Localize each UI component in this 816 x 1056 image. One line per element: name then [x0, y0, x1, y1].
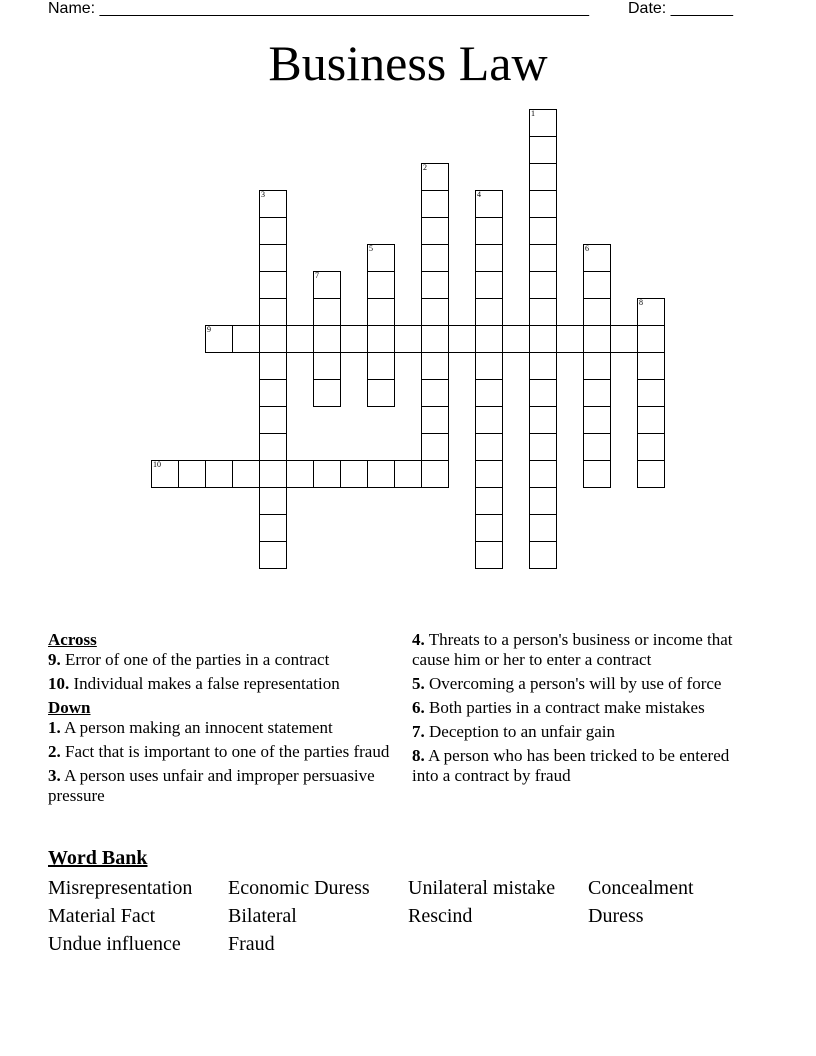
clue-across-9: [48, 650, 393, 670]
word-bank-item: Undue influence: [48, 933, 181, 955]
grid-cell[interactable]: [259, 190, 287, 218]
clue-number: 9.: [48, 650, 61, 669]
grid-cell[interactable]: [421, 217, 449, 245]
grid-cell[interactable]: [583, 379, 611, 407]
grid-cell[interactable]: [583, 460, 611, 488]
clue-down-2: [48, 742, 393, 762]
clue-number-label: 3: [261, 190, 265, 199]
grid-cell[interactable]: [583, 298, 611, 326]
word-bank-item: Unilateral mistake: [408, 877, 556, 899]
grid-cell[interactable]: [151, 460, 179, 488]
clues-left-column: [48, 630, 393, 810]
grid-cell[interactable]: [637, 298, 665, 326]
word-bank-item: Rescind: [408, 905, 473, 927]
grid-cell[interactable]: [313, 325, 341, 353]
clue-across-10: [48, 674, 393, 694]
grid-cell[interactable]: [367, 325, 395, 353]
clue-number-label: 10: [153, 460, 161, 469]
grid-cell[interactable]: [421, 433, 449, 461]
grid-cell[interactable]: [637, 379, 665, 407]
grid-cell[interactable]: [529, 271, 557, 299]
grid-cell[interactable]: [529, 541, 557, 569]
grid-cell[interactable]: [421, 163, 449, 191]
clue-text: A person who has been tricked to be entered into a contract by fraud: [412, 746, 730, 785]
clue-text: Both parties in a contract make mistakes: [429, 698, 705, 717]
name-line[interactable]: Name: _______________________________________________________: [48, 0, 589, 17]
grid-cell[interactable]: [313, 271, 341, 299]
grid-cell[interactable]: [583, 325, 611, 353]
clue-text: A person uses unfair and improper persuasive pressure: [48, 766, 375, 805]
word-bank-item: Misrepresentation: [48, 877, 193, 899]
word-bank-title: Word Bank: [48, 847, 148, 869]
grid-cell[interactable]: [421, 406, 449, 434]
grid-cell[interactable]: [421, 352, 449, 380]
grid-cell[interactable]: [340, 325, 368, 353]
across-heading: Across: [48, 630, 97, 649]
grid-cell[interactable]: [637, 433, 665, 461]
word-bank-item: Economic Duress: [228, 877, 370, 899]
clue-down-3: [48, 766, 393, 806]
page-title: Business Law: [268, 35, 548, 91]
grid-cell[interactable]: [259, 217, 287, 245]
grid-cell[interactable]: [421, 244, 449, 272]
grid-cell[interactable]: [529, 514, 557, 542]
clue-text: Fact that is important to one of the parties fraud: [65, 742, 390, 761]
clue-number: 4.: [412, 630, 425, 649]
grid-cell[interactable]: [529, 460, 557, 488]
word-bank-item: Material Fact: [48, 905, 156, 927]
grid-cell[interactable]: [232, 460, 260, 488]
grid-cell[interactable]: [448, 325, 476, 353]
grid-cell[interactable]: [529, 136, 557, 164]
clue-text: Deception to an unfair gain: [429, 722, 615, 741]
grid-cell[interactable]: [367, 352, 395, 380]
grid-cell[interactable]: [313, 298, 341, 326]
clue-number-label: 6: [585, 244, 589, 253]
grid-cell[interactable]: [421, 190, 449, 218]
clue-number: 10.: [48, 674, 70, 693]
grid-cell[interactable]: [421, 271, 449, 299]
word-bank: [48, 874, 768, 958]
word-bank-item: Duress: [588, 905, 644, 927]
grid-cell[interactable]: [259, 244, 287, 272]
grid-cell[interactable]: [205, 460, 233, 488]
clue-down-6: [412, 698, 742, 718]
grid-cell[interactable]: [475, 352, 503, 380]
grid-cell[interactable]: [259, 352, 287, 380]
clue-number: 8.: [412, 746, 425, 765]
clue-number-label: 7: [315, 271, 319, 280]
grid-cell[interactable]: [259, 379, 287, 407]
grid-cell[interactable]: [367, 298, 395, 326]
grid-cell[interactable]: [259, 433, 287, 461]
grid-cell[interactable]: [583, 271, 611, 299]
down-heading: Down: [48, 698, 91, 717]
grid-cell[interactable]: [259, 298, 287, 326]
grid-cell[interactable]: [367, 460, 395, 488]
grid-cell[interactable]: [313, 379, 341, 407]
clue-text: A person making an innocent statement: [64, 718, 333, 737]
clue-down-8: [412, 746, 742, 786]
grid-cell[interactable]: [583, 244, 611, 272]
grid-cell[interactable]: [529, 217, 557, 245]
date-line[interactable]: Date: _______: [628, 0, 733, 17]
grid-cell[interactable]: [475, 514, 503, 542]
grid-cell[interactable]: [286, 325, 314, 353]
grid-cell[interactable]: [475, 298, 503, 326]
grid-cell[interactable]: [583, 433, 611, 461]
grid-cell[interactable]: [232, 325, 260, 353]
grid-cell[interactable]: [475, 271, 503, 299]
grid-cell[interactable]: [475, 541, 503, 569]
grid-cell[interactable]: [475, 487, 503, 515]
grid-cell[interactable]: [637, 352, 665, 380]
grid-cell[interactable]: [475, 190, 503, 218]
grid-cell[interactable]: [583, 406, 611, 434]
grid-cell[interactable]: [421, 379, 449, 407]
grid-cell[interactable]: [259, 541, 287, 569]
grid-cell[interactable]: [340, 460, 368, 488]
grid-cell[interactable]: [259, 487, 287, 515]
grid-cell[interactable]: [475, 244, 503, 272]
grid-cell[interactable]: [259, 271, 287, 299]
grid-cell[interactable]: [475, 406, 503, 434]
grid-cell[interactable]: [313, 460, 341, 488]
clues-right-column: [412, 630, 742, 790]
clue-number-label: 9: [207, 325, 211, 334]
clue-number: 6.: [412, 698, 425, 717]
clue-number-label: 5: [369, 244, 373, 253]
grid-cell[interactable]: [529, 325, 557, 353]
grid-cell[interactable]: [637, 406, 665, 434]
clue-number-label: 2: [423, 163, 427, 172]
clue-number-label: 8: [639, 298, 643, 307]
grid-cell[interactable]: [637, 325, 665, 353]
clue-text: Individual makes a false representation: [73, 674, 340, 693]
clue-down-1: [48, 718, 393, 738]
grid-cell[interactable]: [529, 163, 557, 191]
grid-cell[interactable]: [367, 244, 395, 272]
grid-cell[interactable]: [529, 244, 557, 272]
word-bank-item: Fraud: [228, 933, 275, 955]
grid-cell[interactable]: [421, 460, 449, 488]
grid-cell[interactable]: [205, 325, 233, 353]
clue-number-label: 1: [531, 109, 535, 118]
clue-number: 1.: [48, 718, 61, 737]
grid-cell[interactable]: [178, 460, 206, 488]
clue-number: 7.: [412, 722, 425, 741]
grid-cell[interactable]: [394, 460, 422, 488]
grid-cell[interactable]: [529, 379, 557, 407]
grid-cell[interactable]: [529, 433, 557, 461]
clue-number: 3.: [48, 766, 61, 785]
grid-cell[interactable]: [313, 352, 341, 380]
grid-cell[interactable]: [286, 460, 314, 488]
grid-cell[interactable]: [475, 217, 503, 245]
grid-cell[interactable]: [529, 487, 557, 515]
clue-text: Error of one of the parties in a contract: [65, 650, 330, 669]
grid-cell[interactable]: [475, 460, 503, 488]
grid-cell[interactable]: [259, 406, 287, 434]
grid-cell[interactable]: [421, 298, 449, 326]
grid-cell[interactable]: [529, 298, 557, 326]
word-bank-item: Concealment: [588, 877, 694, 899]
clue-number: 2.: [48, 742, 61, 761]
grid-cell[interactable]: [556, 325, 584, 353]
grid-cell[interactable]: [259, 460, 287, 488]
clue-text: Threats to a person's business or income that cause him or her to enter a contract: [412, 630, 733, 669]
grid-cell[interactable]: [610, 325, 638, 353]
clue-down-4: [412, 630, 742, 670]
grid-cell[interactable]: [502, 325, 530, 353]
grid-cell[interactable]: [475, 433, 503, 461]
grid-cell[interactable]: [637, 460, 665, 488]
clue-number-label: 4: [477, 190, 481, 199]
grid-cell[interactable]: [367, 271, 395, 299]
clue-number: 5.: [412, 674, 425, 693]
grid-cell[interactable]: [421, 325, 449, 353]
grid-cell[interactable]: [475, 325, 503, 353]
clue-text: Overcoming a person's will by use of force: [429, 674, 722, 693]
grid-cell[interactable]: [259, 514, 287, 542]
clue-down-7: [412, 722, 742, 742]
grid-cell[interactable]: [475, 379, 503, 407]
grid-cell[interactable]: [529, 109, 557, 137]
word-bank-item: Bilateral: [228, 905, 297, 927]
grid-cell[interactable]: [394, 325, 422, 353]
grid-cell[interactable]: [583, 352, 611, 380]
grid-cell[interactable]: [529, 190, 557, 218]
grid-cell[interactable]: [529, 406, 557, 434]
grid-cell[interactable]: [259, 325, 287, 353]
clue-down-5: [412, 674, 742, 694]
grid-cell[interactable]: [367, 379, 395, 407]
grid-cell[interactable]: [529, 352, 557, 380]
